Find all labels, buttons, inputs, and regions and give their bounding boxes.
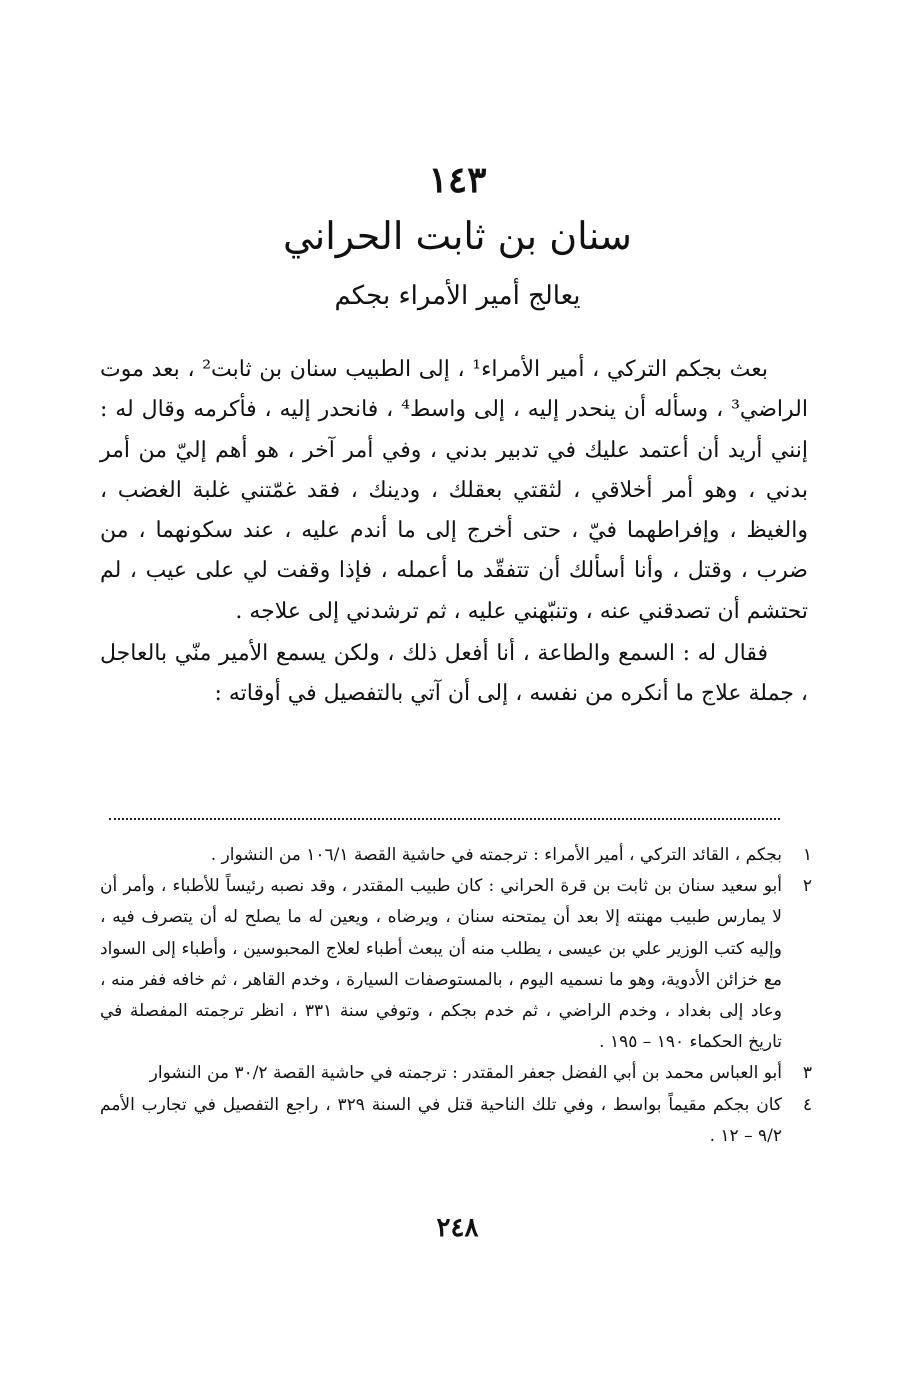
footnote-4 xyxy=(100,1090,812,1152)
footnote-2 xyxy=(100,871,812,1058)
story-title: سنان بن ثابت الحراني xyxy=(282,214,632,258)
footnote-number: ٤ xyxy=(802,1094,812,1115)
footnote-number: ٣ xyxy=(802,1063,812,1084)
main-text xyxy=(100,350,808,715)
footnote-number: ٢ xyxy=(802,876,812,897)
paragraph-1: بعث بجكم التركي ، أمير الأمراء¹ ، إلى الطبيب سنان بن ثابت² ، بعد موت الراضي³ ، وسأله أن ينحدر إليه ، إلى واسط⁴ ، فانحدر إليه ، فأكرمه وقال له : إنني أريد أن أعتمد عليك في تدبير بدني ، وفي أمر آخر ، هو أهم إليّ من أمر بدني ، وهو أمر أخلاقي ، لثقتي بعقلك ، ودينك ، فقد غمّتني غلبة الغضب ، والغيظ ، وإفراطهما فيّ ، حتى أخرج إلى ما أندم عليه ، عند سكونهما ، من ضرب ، وقتل ، وأنا أسألك أن تتفقّد ما أعمله ، فإذا وقفت لي على عيب ، لم تحتشم أن تصدقني عنه ، وتنبّهني عليه ، ثم ترشدني إلى علاجه . xyxy=(100,357,808,624)
footnote-3 xyxy=(100,1058,812,1089)
footnote-text: بجكم ، القائد التركي ، أمير الأمراء : ترجمته في حاشية القصة ١٠٦/١ من النشوار . xyxy=(210,845,782,865)
footnote-text: كان بجكم مقيماً بواسط ، وفي تلك الناحية قتل في السنة ٣٢٩ ، راجع التفصيل في تجارب الأمم ٩/٢ – ١٢ . xyxy=(100,1094,782,1146)
footnote-text: أبو سعيد سنان بن ثابت بن قرة الحراني : كان طبيب المقتدر ، وقد نصبه رئيساً للأطباء ، وأمر أن لا يمارس طبيب مهنته إلا بعد أن يمتحنه سنان ، ويرضاه ، ويعين له ما يصلح له أن يتصرف فيه ، وإليه كتب الوزير علي بن عيسى ، يطلب منه أن يبعث أطباء لعلاج المحبوسين ، وأطباء إلى السواد مع خزائن الأدوية، وهو ما نسميه اليوم ، بالمستوصفات السيارة ، وخدم القاهر ، ثم خافه ففر منه ، وعاد إلى بغداد ، وخدم الراضي ، ثم خدم بجكم ، وتوفي سنة ٣٣١ ، انظر ترجمته المفصلة في تاريخ الحكماء ١٩٠ – ١٩٥ . xyxy=(100,876,782,1053)
page-number: ٢٤٨ xyxy=(436,1213,479,1243)
story-subtitle: يعالج أمير الأمراء بجكم xyxy=(334,281,581,311)
footnotes xyxy=(100,840,812,1152)
story-number: ١٤٣ xyxy=(428,159,487,201)
paragraph-2: فقال له : السمع والطاعة ، أنا أفعل ذلك ، ولكن يسمع الأمير منّي بالعاجل ، جملة علاج ما أنكره من نفسه ، إلى أن آتي بالتفصيل في أوقاته : xyxy=(100,641,808,707)
footnote-text: أبو العباس محمد بن أبي الفضل جعفر المقتدر : ترجمته في حاشية القصة ٣٠/٢ من النشوار xyxy=(149,1063,782,1084)
footnote-1 xyxy=(100,840,812,871)
footnote-number: ١ xyxy=(802,845,812,865)
footnote-divider xyxy=(109,818,780,820)
